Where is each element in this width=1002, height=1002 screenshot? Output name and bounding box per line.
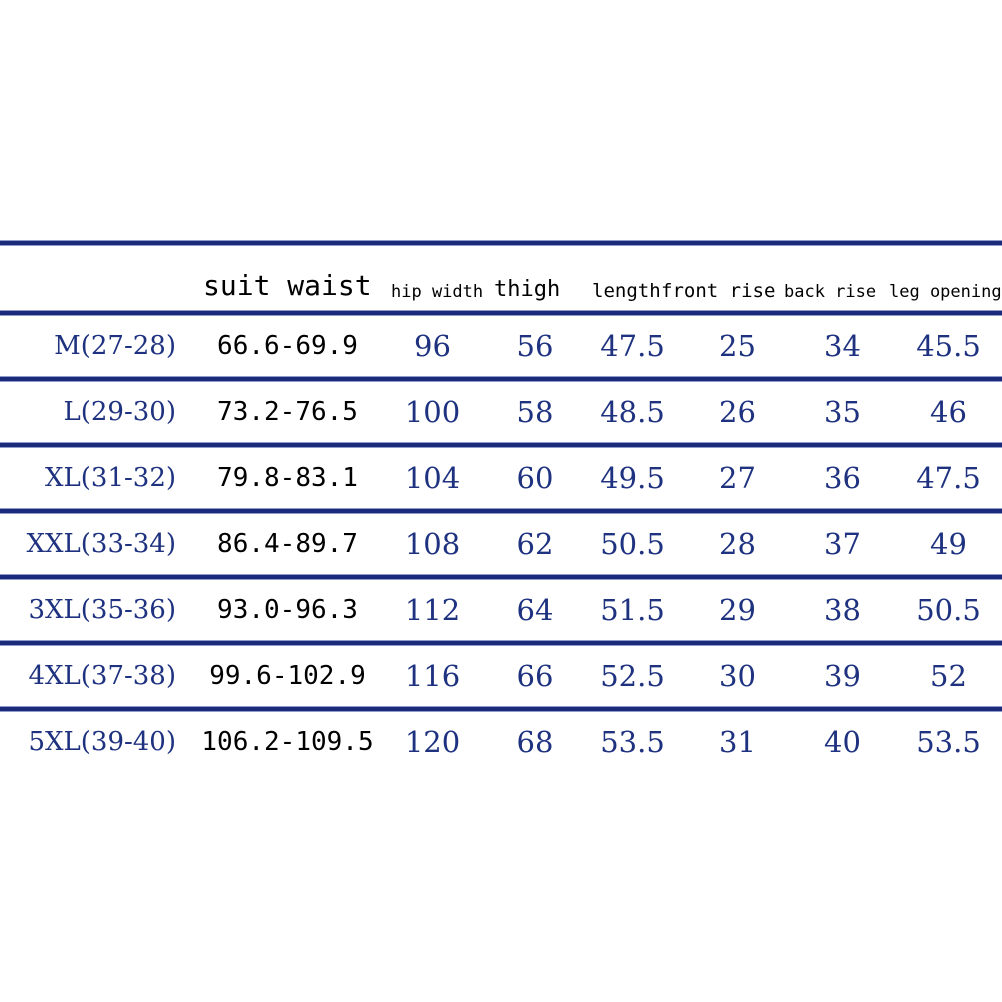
cell-suit-waist: 73.2-76.5 — [217, 397, 358, 427]
cell-back-rise: 35 — [824, 395, 861, 429]
table-row — [0, 646, 1002, 706]
cell-size: 4XL(37-38) — [28, 661, 176, 691]
cell-length: 49.5 — [600, 461, 665, 495]
cell-size: L(29-30) — [63, 397, 176, 427]
cell-back-rise: 40 — [824, 725, 861, 759]
cell-thigh: 66 — [516, 659, 554, 693]
cell-thigh: 60 — [516, 461, 554, 495]
cell-leg-opening: 46 — [930, 395, 967, 429]
column-header-front-rise: front rise — [661, 280, 776, 302]
cell-suit-waist: 66.6-69.9 — [217, 331, 358, 361]
column-header-thigh: thigh — [494, 277, 561, 302]
cell-front-rise: 25 — [719, 329, 756, 363]
cell-thigh: 64 — [516, 593, 554, 627]
cell-size: XXL(33-34) — [26, 529, 176, 559]
cell-back-rise: 34 — [824, 329, 861, 363]
table-header-row — [0, 246, 1002, 310]
cell-hip-width: 116 — [404, 659, 461, 693]
cell-hip-width: 112 — [404, 593, 461, 627]
cell-leg-opening: 49 — [930, 527, 967, 561]
cell-back-rise: 36 — [824, 461, 861, 495]
cell-leg-opening: 47.5 — [916, 461, 981, 495]
cell-length: 51.5 — [600, 593, 665, 627]
cell-length: 47.5 — [600, 329, 665, 363]
table-row — [0, 514, 1002, 574]
column-header-suit-waist: suit waist — [203, 269, 372, 302]
cell-hip-width: 100 — [404, 395, 461, 429]
column-header-leg-opening: leg opening — [889, 282, 1002, 302]
cell-hip-width: 104 — [404, 461, 461, 495]
cell-back-rise: 38 — [824, 593, 861, 627]
table-row — [0, 382, 1002, 442]
column-header-length: length — [592, 280, 661, 302]
cell-length: 50.5 — [600, 527, 665, 561]
size-chart-table — [0, 240, 1002, 772]
cell-length: 52.5 — [600, 659, 665, 693]
cell-hip-width: 96 — [414, 329, 451, 363]
cell-thigh: 58 — [516, 395, 554, 429]
cell-hip-width: 120 — [404, 725, 461, 759]
cell-thigh: 62 — [516, 527, 554, 561]
cell-leg-opening: 45.5 — [916, 329, 981, 363]
cell-size: XL(31-32) — [44, 463, 176, 493]
cell-front-rise: 27 — [719, 461, 756, 495]
cell-suit-waist: 79.8-83.1 — [217, 463, 358, 493]
cell-suit-waist: 99.6-102.9 — [209, 661, 366, 691]
cell-thigh: 56 — [516, 329, 554, 363]
cell-leg-opening: 52 — [930, 659, 967, 693]
cell-front-rise: 31 — [719, 725, 756, 759]
table-row — [0, 712, 1002, 772]
cell-thigh: 68 — [516, 725, 554, 759]
column-header-back-rise: back rise — [784, 282, 877, 302]
cell-back-rise: 37 — [824, 527, 861, 561]
column-header-hip-width: hip width — [391, 282, 484, 302]
cell-front-rise: 30 — [719, 659, 756, 693]
cell-front-rise: 28 — [719, 527, 756, 561]
cell-back-rise: 39 — [824, 659, 861, 693]
cell-hip-width: 108 — [404, 527, 461, 561]
cell-length: 53.5 — [600, 725, 665, 759]
cell-size: 3XL(35-36) — [28, 595, 176, 625]
cell-suit-waist: 93.0-96.3 — [217, 595, 358, 625]
cell-suit-waist: 106.2-109.5 — [201, 727, 374, 757]
cell-front-rise: 29 — [719, 593, 756, 627]
cell-front-rise: 26 — [719, 395, 756, 429]
table-row — [0, 316, 1002, 376]
table-row — [0, 580, 1002, 640]
cell-length: 48.5 — [600, 395, 665, 429]
table-body — [0, 310, 1002, 772]
table-row — [0, 448, 1002, 508]
cell-leg-opening: 50.5 — [916, 593, 981, 627]
cell-suit-waist: 86.4-89.7 — [217, 529, 358, 559]
cell-size: M(27-28) — [54, 331, 176, 361]
cell-leg-opening: 53.5 — [916, 725, 981, 759]
cell-size: 5XL(39-40) — [28, 727, 176, 757]
